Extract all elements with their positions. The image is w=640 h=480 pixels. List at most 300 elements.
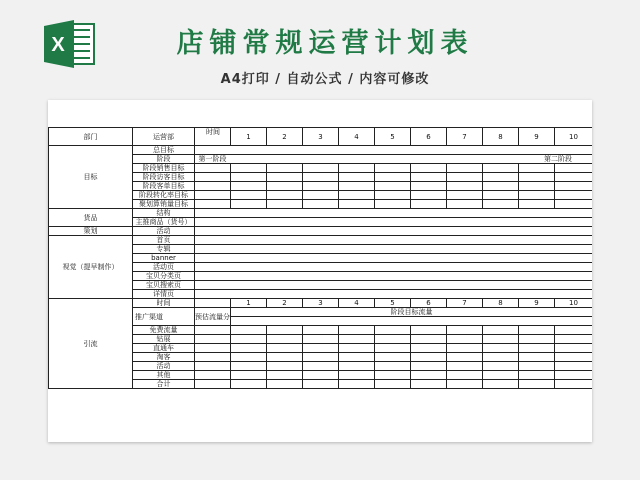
empty-cell	[519, 218, 555, 227]
empty-cell	[375, 164, 411, 173]
column-number: 4	[339, 128, 375, 146]
empty-cell	[411, 173, 447, 182]
traffic-column-number: 8	[483, 299, 519, 308]
traffic-item: 免费流量	[133, 326, 195, 335]
empty-cell	[519, 164, 555, 173]
empty-cell	[447, 281, 483, 290]
goods-item: 结构	[133, 209, 195, 218]
section-planning: 策划	[49, 227, 133, 236]
empty-cell	[195, 128, 231, 146]
empty-cell	[231, 209, 267, 218]
empty-cell	[411, 344, 447, 353]
empty-cell	[303, 380, 339, 389]
empty-cell	[555, 254, 593, 263]
empty-cell	[267, 227, 303, 236]
empty-cell	[195, 245, 231, 254]
empty-cell	[195, 200, 231, 209]
empty-cell	[447, 182, 483, 191]
traffic-item: 直通车	[133, 344, 195, 353]
empty-cell	[483, 272, 519, 281]
section-target: 目标	[49, 146, 133, 209]
empty-cell	[447, 227, 483, 236]
table-row	[49, 299, 593, 308]
empty-cell	[195, 191, 231, 200]
section-traffic: 引流	[49, 299, 133, 389]
empty-cell	[231, 344, 267, 353]
empty-cell	[231, 164, 267, 173]
empty-cell	[231, 326, 267, 335]
column-number: 5	[375, 128, 411, 146]
target-item: 聚划算销量目标	[133, 200, 195, 209]
empty-cell	[447, 344, 483, 353]
empty-cell	[339, 209, 375, 218]
empty-cell	[483, 353, 519, 362]
empty-cell	[483, 326, 519, 335]
column-number: 10	[555, 128, 593, 146]
empty-cell	[195, 290, 231, 299]
empty-cell	[447, 254, 483, 263]
empty-cell	[339, 227, 375, 236]
target-item: 阶段访客目标	[133, 173, 195, 182]
empty-cell	[519, 200, 555, 209]
empty-cell	[267, 380, 303, 389]
empty-cell	[231, 218, 267, 227]
empty-cell	[483, 254, 519, 263]
empty-cell	[555, 263, 593, 272]
empty-cell	[375, 272, 411, 281]
empty-cell	[555, 164, 593, 173]
empty-cell	[195, 146, 231, 155]
empty-cell	[267, 371, 303, 380]
empty-cell	[555, 236, 593, 245]
column-number: 6	[411, 128, 447, 146]
empty-cell	[483, 236, 519, 245]
empty-cell	[411, 182, 447, 191]
empty-cell	[411, 227, 447, 236]
empty-cell	[375, 335, 411, 344]
empty-cell	[411, 326, 447, 335]
empty-cell	[267, 164, 303, 173]
empty-cell	[555, 380, 593, 389]
empty-cell	[519, 272, 555, 281]
empty-cell	[519, 335, 555, 344]
target-item: 总目标	[133, 146, 195, 155]
table-row	[49, 146, 593, 155]
empty-cell	[231, 245, 267, 254]
empty-cell	[195, 272, 231, 281]
empty-cell	[411, 263, 447, 272]
empty-cell	[411, 272, 447, 281]
empty-cell	[339, 380, 375, 389]
excel-logo-icon	[42, 18, 98, 70]
empty-cell	[339, 362, 375, 371]
column-number: 1	[231, 128, 267, 146]
empty-cell	[303, 326, 339, 335]
empty-cell	[195, 263, 231, 272]
empty-cell	[375, 353, 411, 362]
empty-cell	[339, 344, 375, 353]
empty-cell	[303, 371, 339, 380]
empty-cell	[339, 371, 375, 380]
empty-cell	[375, 173, 411, 182]
empty-cell	[519, 290, 555, 299]
traffic-column-number: 3	[303, 299, 339, 308]
empty-cell	[555, 290, 593, 299]
empty-cell	[303, 344, 339, 353]
empty-cell	[267, 209, 303, 218]
empty-cell	[195, 299, 231, 308]
empty-cell	[447, 236, 483, 245]
empty-cell	[555, 209, 593, 218]
empty-cell	[483, 263, 519, 272]
empty-cell	[555, 200, 593, 209]
phase-two-label: 第二阶段	[231, 155, 593, 164]
empty-cell	[231, 371, 267, 380]
empty-cell	[303, 218, 339, 227]
column-number: 2	[267, 128, 303, 146]
empty-cell	[195, 281, 231, 290]
empty-cell	[231, 227, 267, 236]
empty-cell	[447, 272, 483, 281]
spreadsheet-preview	[48, 100, 592, 442]
traffic-item: 淘客	[133, 353, 195, 362]
empty-cell	[195, 254, 231, 263]
empty-cell	[303, 146, 339, 155]
plan-table	[48, 127, 592, 389]
empty-cell	[231, 362, 267, 371]
empty-cell	[447, 146, 483, 155]
empty-cell	[375, 236, 411, 245]
target-item: 阶段客单目标	[133, 182, 195, 191]
empty-cell	[447, 326, 483, 335]
empty-cell	[303, 182, 339, 191]
empty-cell	[195, 182, 231, 191]
visual-item: 详情页	[133, 290, 195, 299]
empty-cell	[231, 254, 267, 263]
empty-cell	[483, 146, 519, 155]
column-number: 3	[303, 128, 339, 146]
empty-cell	[195, 371, 231, 380]
table-row	[49, 209, 593, 218]
traffic-item: 活动	[133, 362, 195, 371]
empty-cell	[267, 272, 303, 281]
empty-cell	[375, 326, 411, 335]
empty-cell	[303, 335, 339, 344]
traffic-item: 其他	[133, 371, 195, 380]
empty-cell	[339, 326, 375, 335]
empty-cell	[555, 272, 593, 281]
empty-cell	[447, 164, 483, 173]
empty-cell	[411, 200, 447, 209]
visual-item: 宝贝分类页	[133, 272, 195, 281]
empty-cell	[447, 200, 483, 209]
empty-cell	[267, 182, 303, 191]
empty-cell	[339, 335, 375, 344]
time-header-label: 时间	[206, 128, 220, 136]
empty-cell	[231, 200, 267, 209]
empty-cell	[519, 146, 555, 155]
empty-cell	[483, 245, 519, 254]
traffic-column-number: 5	[375, 299, 411, 308]
empty-cell	[303, 191, 339, 200]
empty-cell	[267, 281, 303, 290]
empty-cell	[411, 335, 447, 344]
empty-cell	[303, 263, 339, 272]
empty-cell	[555, 362, 593, 371]
empty-cell	[447, 218, 483, 227]
empty-cell	[303, 290, 339, 299]
empty-cell	[339, 281, 375, 290]
phase-one-label: 第一阶段	[195, 155, 231, 164]
empty-cell	[447, 209, 483, 218]
traffic-column-number: 7	[447, 299, 483, 308]
visual-item: 专辑	[133, 245, 195, 254]
empty-cell	[519, 245, 555, 254]
visual-item: 宝贝搜索页	[133, 281, 195, 290]
empty-cell	[483, 191, 519, 200]
empty-cell	[303, 209, 339, 218]
empty-cell	[555, 245, 593, 254]
empty-cell	[519, 263, 555, 272]
section-goods: 货品	[49, 209, 133, 227]
empty-cell	[555, 335, 593, 344]
empty-cell	[339, 263, 375, 272]
empty-cell	[411, 164, 447, 173]
empty-cell	[447, 362, 483, 371]
empty-cell	[555, 182, 593, 191]
empty-cell	[375, 209, 411, 218]
empty-cell	[555, 353, 593, 362]
empty-cell	[483, 218, 519, 227]
empty-cell	[483, 209, 519, 218]
traffic-column-number: 1	[231, 299, 267, 308]
empty-cell	[195, 335, 231, 344]
empty-cell	[411, 191, 447, 200]
empty-cell	[519, 173, 555, 182]
empty-cell	[411, 146, 447, 155]
target-item: 阶段销售目标	[133, 164, 195, 173]
empty-cell	[483, 281, 519, 290]
empty-cell	[555, 173, 593, 182]
goods-item: 主推商品（货号）	[133, 218, 195, 227]
empty-cell	[231, 380, 267, 389]
empty-cell	[483, 200, 519, 209]
empty-cell	[375, 371, 411, 380]
empty-cell	[339, 164, 375, 173]
empty-cell	[303, 173, 339, 182]
empty-cell	[303, 245, 339, 254]
empty-cell	[267, 263, 303, 272]
empty-cell	[447, 263, 483, 272]
empty-cell	[195, 344, 231, 353]
column-number: 8	[483, 128, 519, 146]
empty-cell	[519, 191, 555, 200]
empty-cell	[447, 173, 483, 182]
empty-cell	[375, 263, 411, 272]
empty-cell	[519, 254, 555, 263]
empty-cell	[411, 236, 447, 245]
empty-cell	[375, 182, 411, 191]
traffic-column-number: 10	[555, 299, 593, 308]
empty-cell	[267, 236, 303, 245]
visual-item: banner	[133, 254, 195, 263]
empty-cell	[447, 191, 483, 200]
empty-cell	[267, 353, 303, 362]
empty-cell	[303, 227, 339, 236]
page-subtitle: A4打印 / 自动公式 / 内容可修改	[220, 72, 430, 87]
empty-cell	[267, 191, 303, 200]
promo-channel: 推广渠道	[133, 308, 195, 326]
empty-cell	[267, 326, 303, 335]
empty-cell	[375, 344, 411, 353]
empty-cell	[411, 380, 447, 389]
table-row	[49, 227, 593, 236]
empty-cell	[375, 218, 411, 227]
empty-cell	[519, 281, 555, 290]
empty-cell	[195, 236, 231, 245]
empty-cell	[231, 272, 267, 281]
empty-cell	[519, 182, 555, 191]
empty-cell	[519, 353, 555, 362]
empty-cell	[339, 182, 375, 191]
empty-cell	[375, 191, 411, 200]
empty-cell	[375, 227, 411, 236]
empty-cell	[231, 317, 593, 326]
empty-cell	[267, 344, 303, 353]
empty-cell	[519, 236, 555, 245]
empty-cell	[267, 173, 303, 182]
empty-cell	[267, 146, 303, 155]
empty-cell	[411, 290, 447, 299]
empty-cell	[195, 362, 231, 371]
empty-cell	[339, 353, 375, 362]
empty-cell	[231, 290, 267, 299]
empty-cell	[303, 281, 339, 290]
empty-cell	[519, 362, 555, 371]
empty-cell	[339, 218, 375, 227]
empty-cell	[231, 335, 267, 344]
traffic-item: 钻展	[133, 335, 195, 344]
empty-cell	[339, 173, 375, 182]
empty-cell	[555, 218, 593, 227]
dept-header: 部门	[49, 128, 133, 146]
empty-cell	[267, 290, 303, 299]
empty-cell	[483, 371, 519, 380]
empty-cell	[339, 236, 375, 245]
empty-cell	[231, 191, 267, 200]
empty-cell	[267, 335, 303, 344]
empty-cell	[519, 380, 555, 389]
traffic-column-number: 2	[267, 299, 303, 308]
empty-cell	[483, 227, 519, 236]
empty-cell	[231, 173, 267, 182]
empty-cell	[339, 245, 375, 254]
empty-cell	[483, 173, 519, 182]
phase-traffic-target: 阶段目标流量	[231, 308, 593, 317]
empty-cell	[303, 362, 339, 371]
empty-cell	[195, 218, 231, 227]
column-number: 7	[447, 128, 483, 146]
empty-cell	[447, 371, 483, 380]
empty-cell	[231, 182, 267, 191]
empty-cell	[267, 200, 303, 209]
empty-cell	[519, 344, 555, 353]
empty-cell	[195, 227, 231, 236]
empty-cell	[267, 245, 303, 254]
empty-cell	[519, 209, 555, 218]
empty-cell	[483, 164, 519, 173]
empty-cell	[195, 380, 231, 389]
visual-item: 活动页	[133, 263, 195, 272]
empty-cell	[555, 191, 593, 200]
empty-cell	[303, 236, 339, 245]
empty-cell	[339, 254, 375, 263]
visual-item: 首页	[133, 236, 195, 245]
empty-cell	[375, 245, 411, 254]
empty-cell	[375, 254, 411, 263]
empty-cell	[195, 164, 231, 173]
empty-cell	[303, 164, 339, 173]
empty-cell	[411, 218, 447, 227]
empty-cell	[411, 245, 447, 254]
empty-cell	[375, 380, 411, 389]
empty-cell	[339, 146, 375, 155]
traffic-column-number: 4	[339, 299, 375, 308]
empty-cell	[195, 173, 231, 182]
empty-cell	[411, 281, 447, 290]
empty-cell	[447, 380, 483, 389]
empty-cell	[231, 281, 267, 290]
empty-cell	[411, 353, 447, 362]
empty-cell	[375, 290, 411, 299]
empty-cell	[519, 371, 555, 380]
empty-cell	[555, 326, 593, 335]
empty-cell	[267, 362, 303, 371]
empty-cell	[375, 146, 411, 155]
empty-cell	[447, 335, 483, 344]
section-visual: 视觉（提早制作）	[49, 236, 133, 299]
empty-cell	[483, 290, 519, 299]
traffic-time: 时间	[133, 299, 195, 308]
empty-cell	[483, 335, 519, 344]
empty-cell	[447, 290, 483, 299]
empty-cell	[339, 272, 375, 281]
empty-cell	[447, 353, 483, 362]
empty-cell	[303, 353, 339, 362]
empty-cell	[303, 200, 339, 209]
empty-cell	[483, 380, 519, 389]
empty-cell	[231, 236, 267, 245]
empty-cell	[411, 371, 447, 380]
est-traffic: 预估流量分	[195, 308, 231, 326]
empty-cell	[483, 344, 519, 353]
empty-cell	[555, 344, 593, 353]
page-title: 店铺常规运营计划表	[176, 28, 474, 59]
empty-cell	[447, 245, 483, 254]
empty-cell	[339, 191, 375, 200]
empty-cell	[375, 200, 411, 209]
table-row	[49, 236, 593, 245]
empty-cell	[555, 281, 593, 290]
ops-header: 运营部	[133, 128, 195, 146]
empty-cell	[555, 146, 593, 155]
table-row	[49, 128, 593, 146]
empty-cell	[195, 326, 231, 335]
empty-cell	[519, 326, 555, 335]
traffic-column-number: 9	[519, 299, 555, 308]
empty-cell	[195, 209, 231, 218]
empty-cell	[195, 353, 231, 362]
